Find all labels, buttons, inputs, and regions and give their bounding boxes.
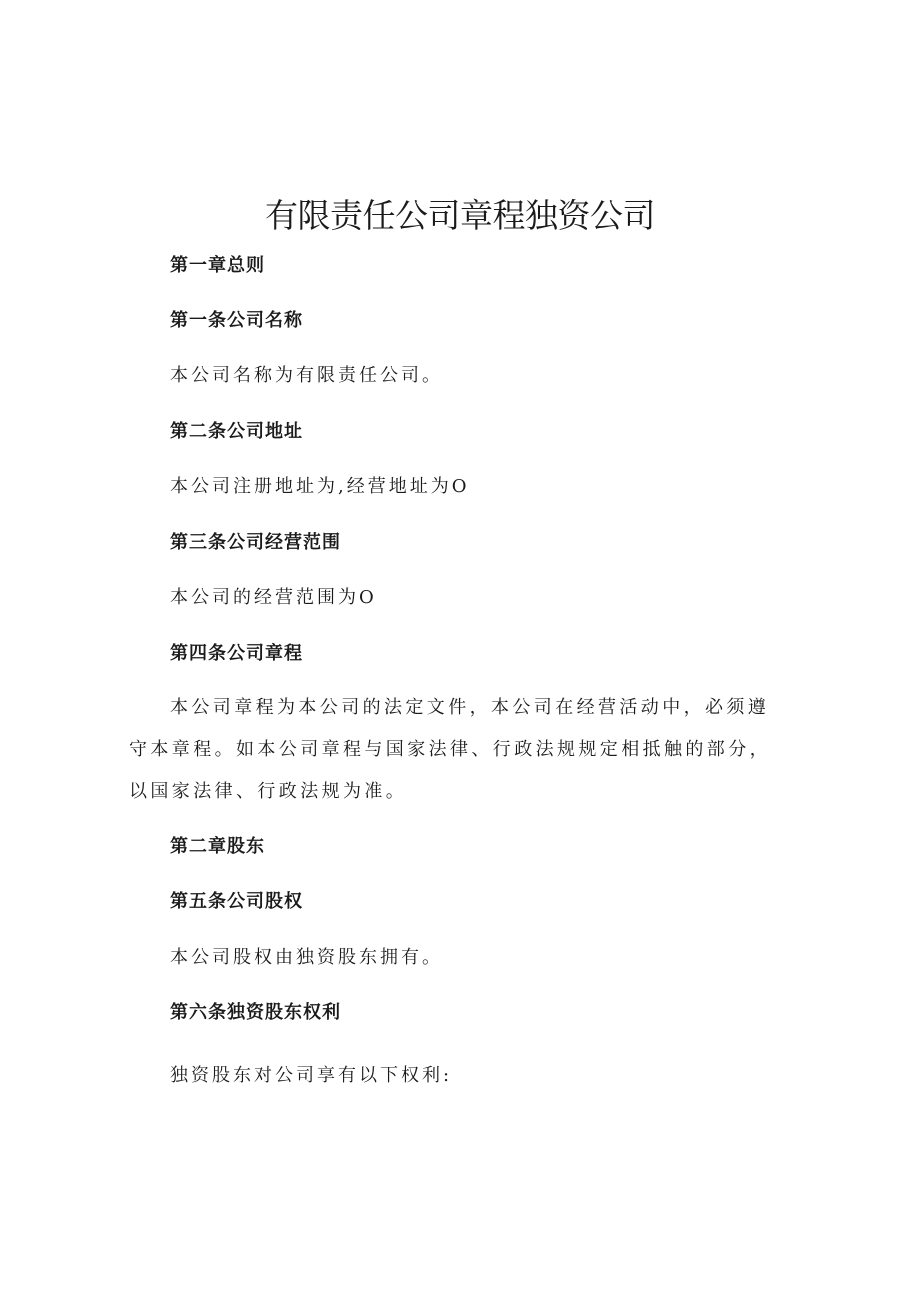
article-6-text: 独资股东对公司享有以下权利: [170, 1065, 453, 1086]
article-4-text: 本公司章程为本公司的法定文件，本公司在经营活动中，必须遵守本章程。如本公司章程与国家法律、行政法规规定相抵触的部分，以国家法律、行政法规为准。 [129, 697, 771, 802]
article-3-text: 本公司的经营范围为O [170, 587, 377, 608]
article-2-text: 本公司注册地址为,经营地址为O [170, 476, 470, 497]
article-6-heading: 第六条独资股东权利 [170, 1002, 341, 1023]
article-4-heading: 第四条公司章程 [170, 643, 303, 664]
chapter-2-heading: 第二章股东 [170, 836, 265, 857]
article-5-heading: 第五条公司股权 [170, 891, 303, 912]
chapter-1-heading: 第一章总则 [170, 255, 265, 276]
article-1-heading: 第一条公司名称 [170, 310, 303, 331]
article-1-text: 本公司名称为有限责任公司。 [170, 365, 443, 386]
article-2-heading: 第二条公司地址 [170, 421, 303, 442]
document-title: 有限责任公司章程独资公司 [265, 196, 655, 235]
article-3-heading: 第三条公司经营范围 [170, 532, 341, 553]
article-5-text: 本公司股权由独资股东拥有。 [170, 947, 443, 968]
